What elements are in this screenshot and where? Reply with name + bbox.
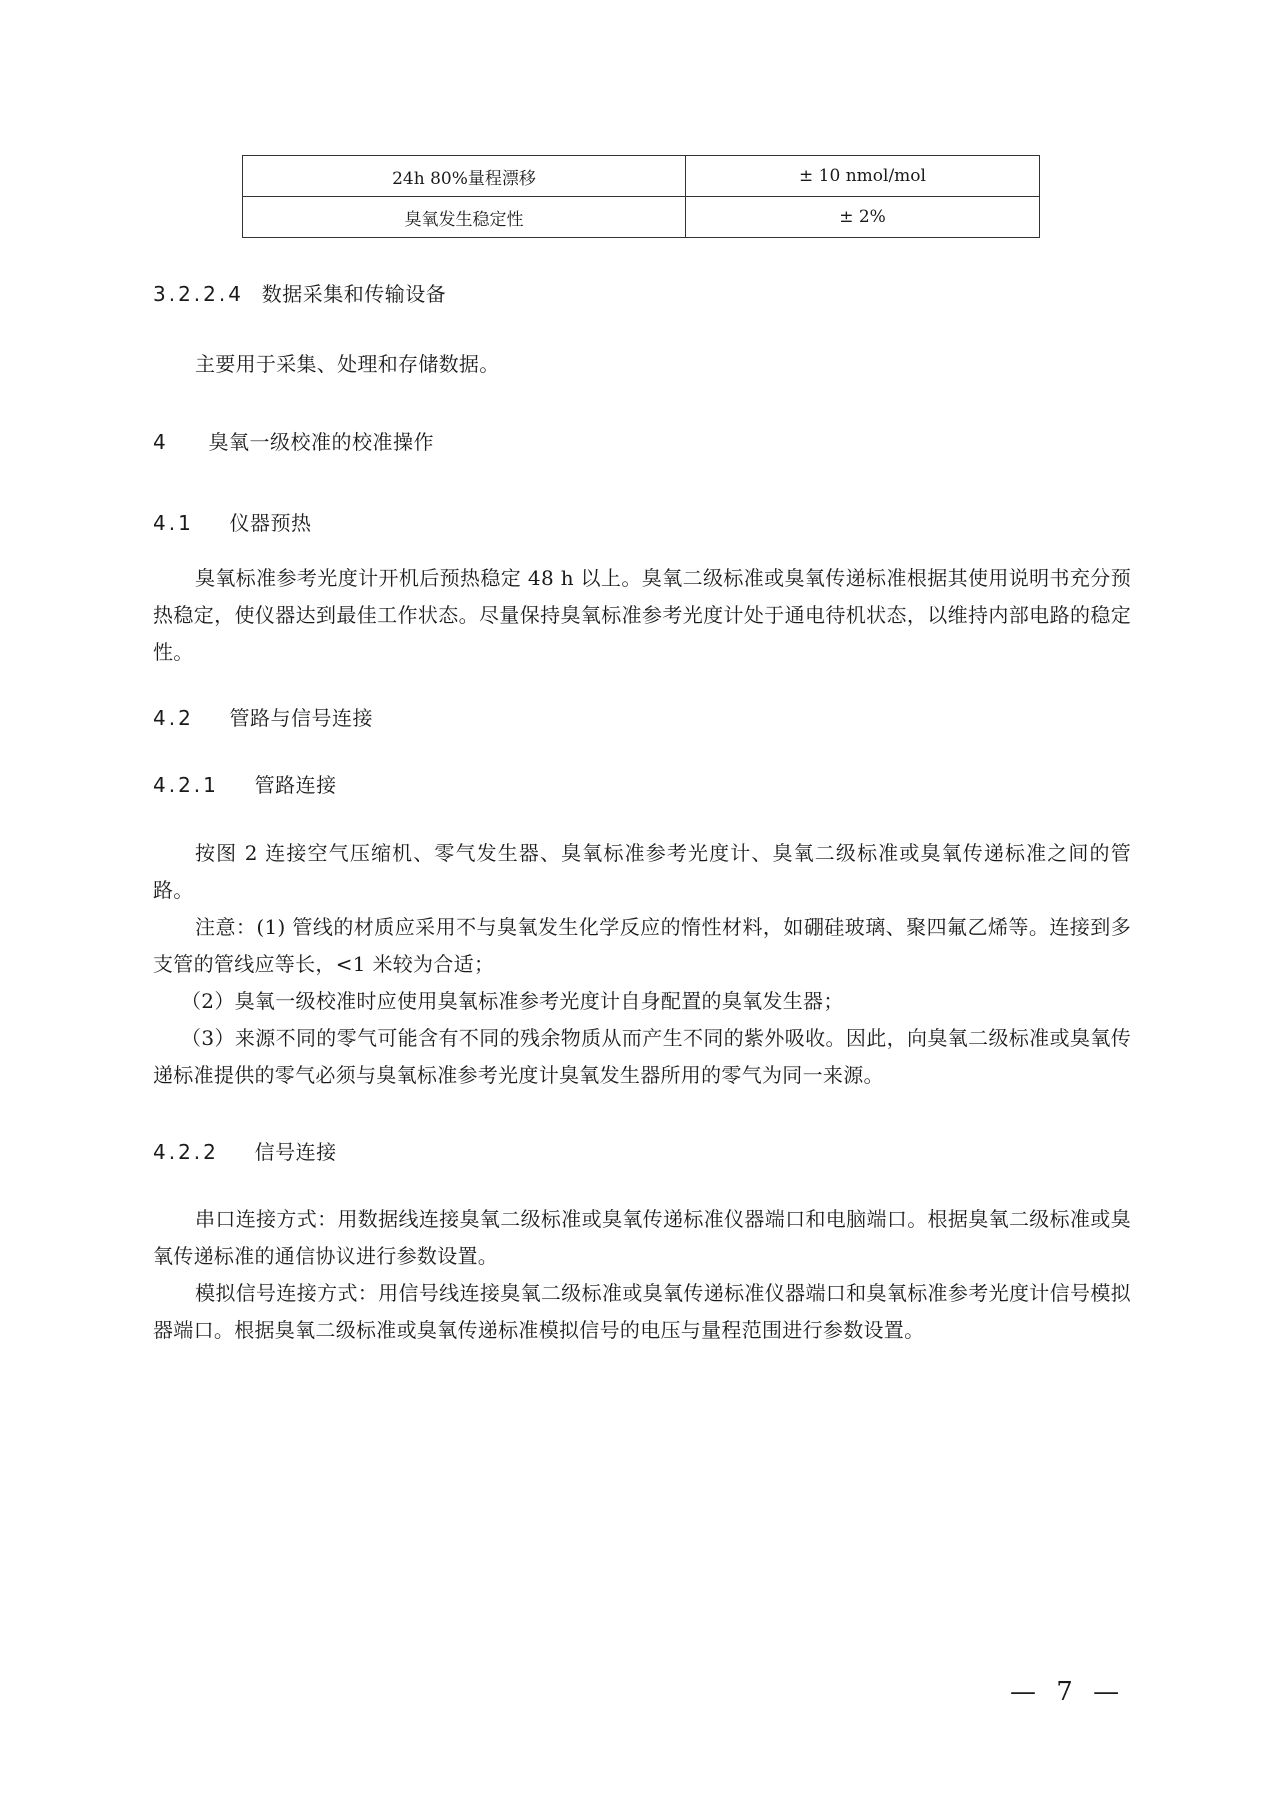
table-cell-item: 24h 80%量程漂移 (243, 156, 686, 197)
paragraph-note-1: 注意：(1) 管线的材质应采用不与臭氧发生化学反应的惰性材料，如硼硅玻璃、聚四氟乙烯等。连接到多支管的管线应等长，<1 米较为合适； (153, 915, 1131, 976)
heading-title: 臭氧一级校准的校准操作 (208, 430, 434, 454)
heading-title: 信号连接 (254, 1140, 337, 1164)
heading-number: 4.2 (153, 706, 194, 730)
heading-number: 4.2.2 (153, 1140, 219, 1164)
heading-title: 数据采集和传输设备 (261, 282, 447, 306)
paragraph-serial-connection: 串口连接方式：用数据线连接臭氧二级标准或臭氧传递标准仪器端口和电脑端口。根据臭氧二级标准或臭氧传递标准的通信协议进行参数设置。 (153, 1207, 1131, 1268)
page-number: — 7 — (1010, 1677, 1126, 1707)
table-row (243, 197, 1040, 238)
heading-4-2-1 (153, 771, 337, 799)
heading-4 (153, 428, 434, 456)
heading-number: 4 (153, 430, 169, 454)
table-row (243, 156, 1040, 197)
heading-title: 管路与信号连接 (229, 706, 374, 730)
table-cell-value: ± 10 nmol/mol (686, 156, 1040, 197)
paragraph-analog-connection: 模拟信号连接方式：用信号线连接臭氧二级标准或臭氧传递标准仪器端口和臭氧标准参考光度计信号模拟器端口。根据臭氧二级标准或臭氧传递标准模拟信号的电压与量程范围进行参数设置。 (153, 1281, 1131, 1342)
heading-4-1 (153, 509, 312, 537)
heading-number: 4.1 (153, 511, 194, 535)
spec-table (242, 155, 1040, 238)
heading-title: 管路连接 (254, 773, 337, 797)
paragraph-warmup: 臭氧标准参考光度计开机后预热稳定 48 h 以上。臭氧二级标准或臭氧传递标准根据其使用说明书充分预热稳定，使仪器达到最佳工作状态。尽量保持臭氧标准参考光度计处于通电待机状态，以维持内部电路的稳定性。 (153, 566, 1131, 664)
heading-4-2-2 (153, 1138, 337, 1166)
heading-number: 4.2.1 (153, 773, 219, 797)
paragraph-pipe-connection: 按图 2 连接空气压缩机、零气发生器、臭氧标准参考光度计、臭氧二级标准或臭氧传递标准之间的管路。 (153, 841, 1131, 902)
heading-3-2-2-4 (153, 280, 446, 308)
table-cell-value: ± 2% (686, 197, 1040, 238)
paragraph-data-acquisition: 主要用于采集、处理和存储数据。 (195, 352, 500, 376)
heading-title: 仪器预热 (229, 511, 312, 535)
table-cell-item: 臭氧发生稳定性 (243, 197, 686, 238)
paragraph-note-3: （3）来源不同的零气可能含有不同的残余物质从而产生不同的紫外吸收。因此，向臭氧二级标准或臭氧传递标准提供的零气必须与臭氧标准参考光度计臭氧发生器所用的零气为同一来源。 (153, 1026, 1131, 1087)
heading-4-2 (153, 704, 373, 732)
paragraph-note-2: （2）臭氧一级校准时应使用臭氧标准参考光度计自身配置的臭氧发生器； (181, 989, 844, 1013)
heading-number: 3.2.2.4 (153, 282, 244, 306)
